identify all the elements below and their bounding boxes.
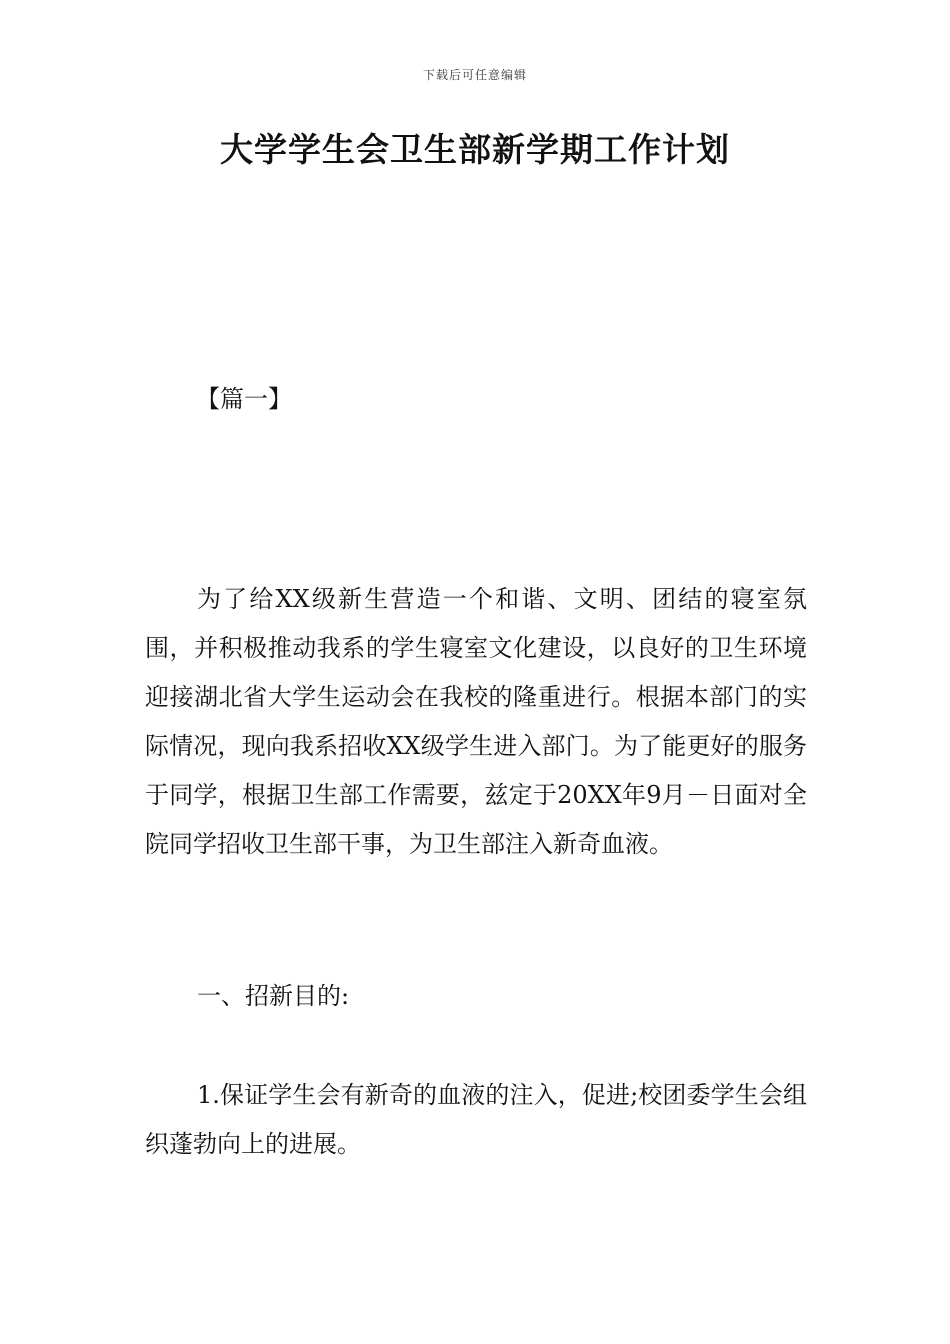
section-tag: 【篇一】 [196,385,292,413]
document-title: 大学学生会卫生部新学期工作计划 [220,130,730,169]
section-heading: 一、招新目的: [197,982,350,1010]
header-note: 下载后可任意编辑 [422,68,527,82]
intro-paragraph: 为了给XX级新生营造一个和谐、文明、团结的寝室氛围，并积极推动我系的学生寝室文化建设，以良好的卫生环境迎接湖北省大学生运动会在我校的隆重进行。根据本部门的实际情况，现向我系招收XX级学生进入部门。为了能更好的服务于同学，根据卫生部工作需要，兹定于20XX年9月－日面对全院同学招收卫生部干事，为卫生部注入新奇血液。 [145,585,807,858]
list-item-paragraph: 1.保证学生会有新奇的血液的注入，促进;校团委学生会组织蓬勃向上的进展。 [145,1081,807,1158]
